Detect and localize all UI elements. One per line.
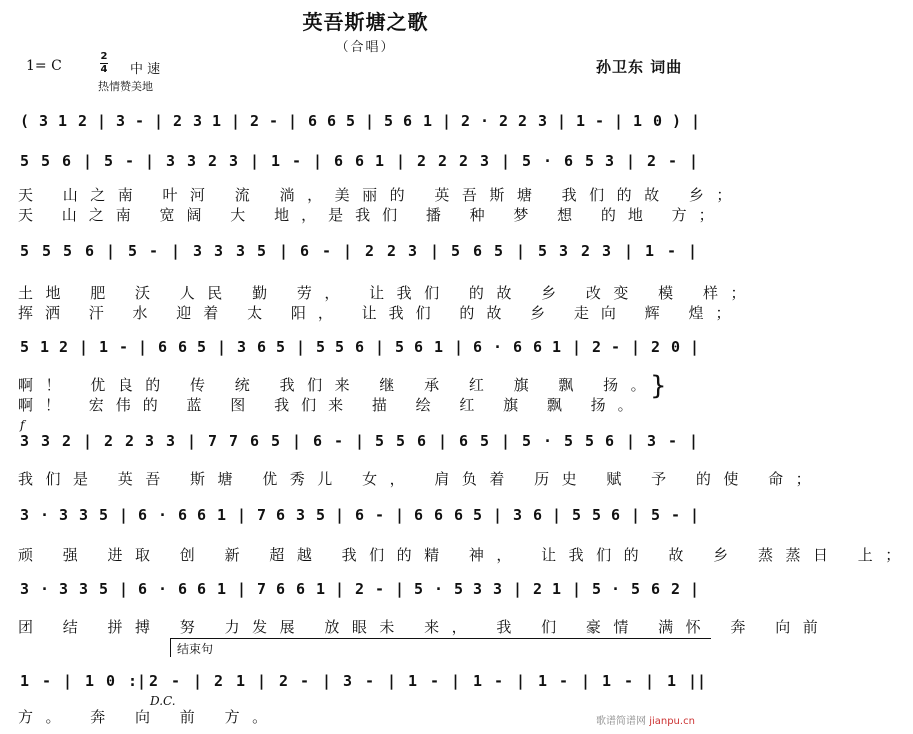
note-token: 6: [276, 580, 286, 598]
note-token: 6: [454, 506, 464, 524]
time-signature-bottom: 4: [100, 64, 108, 75]
bar-line: |: [645, 672, 655, 690]
bar-line: |: [375, 338, 385, 356]
bar-line: |: [581, 672, 591, 690]
bar-line: |: [691, 112, 701, 130]
note-token: 3: [39, 112, 49, 130]
bar-line: |: [237, 580, 247, 598]
note-token: -: [292, 152, 302, 170]
note-token: 1: [576, 112, 586, 130]
note-token: 1: [217, 506, 227, 524]
tempo-marking: 中 速: [130, 62, 161, 77]
note-token: 3: [193, 242, 203, 260]
note-token: 6: [473, 338, 483, 356]
bar-line: |: [296, 338, 306, 356]
time-signature-top: 2: [100, 51, 108, 62]
note-token: 5: [20, 338, 30, 356]
note-token: 3: [59, 580, 69, 598]
note-token: 3: [166, 152, 176, 170]
note-token: 6: [327, 112, 337, 130]
note-token: 3: [343, 672, 353, 690]
note-token: 7: [208, 432, 218, 450]
note-token: 6: [473, 242, 483, 260]
note-token: 1: [236, 672, 246, 690]
note-token: 5: [592, 580, 602, 598]
note-token: 3: [229, 152, 239, 170]
bar-line: |: [387, 672, 397, 690]
note-token: 1: [375, 152, 385, 170]
bar-line: |: [688, 242, 698, 260]
note-token: 5: [494, 242, 504, 260]
note-token: 6: [178, 506, 188, 524]
note-token: 6: [178, 580, 188, 598]
bar-line: |: [631, 338, 641, 356]
note-token: 6: [605, 432, 615, 450]
note-token: 2: [533, 580, 543, 598]
bar-line: |: [442, 112, 452, 130]
note-token: ·: [158, 506, 168, 524]
note-token: 1: [667, 672, 677, 690]
note-token: 3: [59, 506, 69, 524]
note-token: -: [494, 672, 504, 690]
note-token: 6: [355, 506, 365, 524]
note-token: 5: [128, 242, 138, 260]
bar-line: |: [145, 152, 155, 170]
bar-line: |: [237, 506, 247, 524]
bar-line: |: [557, 112, 567, 130]
note-token: 5: [99, 580, 109, 598]
note-token: -: [334, 432, 344, 450]
note-token: 5: [631, 580, 641, 598]
note-token: 3: [145, 432, 155, 450]
note-token: 3: [187, 152, 197, 170]
note-token: 6: [313, 432, 323, 450]
bar-line: |: [690, 580, 700, 598]
expression-marking: 热情赞美地: [98, 80, 153, 93]
note-token: 2: [125, 432, 135, 450]
note-token: 3: [559, 242, 569, 260]
bar-line: |: [454, 338, 464, 356]
bar-line: |: [501, 432, 511, 450]
note-token: 6: [403, 112, 413, 130]
note-token: 2: [461, 112, 471, 130]
note-token: 1: [552, 338, 562, 356]
note-token: 5: [396, 432, 406, 450]
note-token: -: [668, 152, 678, 170]
note-token: 6: [355, 338, 365, 356]
note-token: 5: [522, 432, 532, 450]
note-token: 6: [276, 506, 286, 524]
bar-line: |: [187, 432, 197, 450]
note-token: 0: [106, 672, 116, 690]
bar-line: |: [395, 506, 405, 524]
note-token: 1: [212, 112, 222, 130]
note-token: 1: [633, 112, 643, 130]
note-token: 6: [300, 242, 310, 260]
note-token: 5: [335, 338, 345, 356]
note-token: 2: [279, 672, 289, 690]
note-token: -: [671, 506, 681, 524]
bar-line: |: [292, 432, 302, 450]
note-token: 1: [602, 672, 612, 690]
note-token: 3: [20, 506, 30, 524]
note-token: 2: [592, 338, 602, 356]
note-token: 3: [602, 242, 612, 260]
note-token: 2: [208, 152, 218, 170]
note-token: 2: [417, 152, 427, 170]
note-token: 0: [671, 338, 681, 356]
note-token: 2: [173, 112, 183, 130]
note-token: -: [430, 672, 440, 690]
note-token: 1: [58, 112, 68, 130]
lyrics-row-2a: 土地 肥 沃 人民 勤 劳， 让我们 的故 乡 改变 模 样；: [18, 284, 758, 302]
note-token: 2: [62, 432, 72, 450]
lyrics-row-5: 顽 强 进取 创 新 超越 我们的精 神， 让我们的 故 乡 蒸蒸日 上；: [18, 546, 913, 564]
bar-line: |: [119, 506, 129, 524]
note-token: 6: [296, 580, 306, 598]
note-token: 5: [454, 580, 464, 598]
note-token: 5: [41, 152, 51, 170]
note-token: 6: [85, 242, 95, 260]
watermark-cn: 歌谱简谱网: [596, 716, 646, 727]
note-token: 6: [513, 338, 523, 356]
note-token: 3: [20, 580, 30, 598]
note-token: 2: [671, 580, 681, 598]
note-token: 5: [522, 152, 532, 170]
bar-line: |: [552, 506, 562, 524]
note-token: 5: [276, 338, 286, 356]
bar-line: |: [430, 242, 440, 260]
note-token: 6: [355, 152, 365, 170]
bar-line: |: [279, 242, 289, 260]
bar-line: |: [119, 580, 129, 598]
note-token: 2: [459, 152, 469, 170]
note-token: 5: [473, 506, 483, 524]
note-token: 5: [538, 242, 548, 260]
note-token: 2: [214, 672, 224, 690]
bar-line: |: [690, 506, 700, 524]
note-token: 5: [20, 152, 30, 170]
note-token: 3: [166, 432, 176, 450]
note-token: 3: [538, 112, 548, 130]
note-token: 6: [533, 506, 543, 524]
note-token: 6: [651, 580, 661, 598]
bar-line: |: [493, 506, 503, 524]
note-token: ·: [611, 580, 621, 598]
note-token: ·: [40, 580, 50, 598]
note-token: 5: [104, 152, 114, 170]
lyrics-row-1b: 天 山之南 宽阔 大 地，是我们 播 种 梦 想 的地 方；: [18, 206, 726, 224]
note-token: -: [322, 242, 332, 260]
dynamic-forte: f: [20, 418, 25, 432]
note-token: -: [269, 112, 279, 130]
note-token: 5: [414, 580, 424, 598]
note-token: 6: [611, 506, 621, 524]
bar-line: |: [438, 432, 448, 450]
note-token: 2: [365, 242, 375, 260]
note-token: 6: [459, 432, 469, 450]
note-token: 3: [214, 242, 224, 260]
bar-line: |: [501, 152, 511, 170]
note-token: 5: [375, 432, 385, 450]
note-token: 1: [40, 338, 50, 356]
note-token: 5: [346, 112, 356, 130]
lyrics-row-6: 团 结 拼搏 努 力发展 放眼未 来， 我 们 豪情 满怀 奔 向前: [18, 618, 831, 636]
note-token: 1: [20, 672, 30, 690]
note-token: 6: [62, 152, 72, 170]
note-token: 2: [250, 112, 260, 130]
note-token: 6: [414, 506, 424, 524]
ending-bracket: [170, 638, 711, 657]
note-token: 1: [316, 580, 326, 598]
lyrics-row-4: 我们是 英吾 斯塘 优秀儿 女， 肩负着 历史 赋 予 的使 命；: [18, 470, 824, 488]
note-token: 3: [116, 112, 126, 130]
note-token: 3: [41, 432, 51, 450]
lyrics-row-3a: 啊！ 优良的 传 统 我们来 继 承 红 旗 飘 扬。: [18, 376, 659, 394]
note-token: 5: [651, 506, 661, 524]
note-token: 5: [316, 506, 326, 524]
bar-line: |: [516, 242, 526, 260]
bar-line: |: [83, 152, 93, 170]
bar-line: |: [355, 432, 365, 450]
note-token: 3: [79, 580, 89, 598]
note-token: 1: [473, 672, 483, 690]
note-token: -: [375, 580, 385, 598]
note-token: 2: [499, 112, 509, 130]
note-token: 3: [493, 580, 503, 598]
note-token: 6: [197, 506, 207, 524]
bar-line: |: [451, 672, 461, 690]
note-token: 2: [104, 432, 114, 450]
note-token: 0: [653, 112, 663, 130]
bar-line: |: [614, 112, 624, 130]
note-token: 5: [564, 432, 574, 450]
lyrics-row-2b: 挥洒 汗 水 迎着 太 阳， 让我们 的故 乡 走向 辉 煌；: [18, 304, 743, 322]
bar-line: |: [626, 432, 636, 450]
bar-line: |: [231, 112, 241, 130]
note-token: (: [20, 112, 30, 130]
bar-line: |: [97, 112, 107, 130]
key-signature: 1= C: [26, 58, 62, 74]
bar-line: |: [624, 242, 634, 260]
note-token: 6: [138, 580, 148, 598]
lyrics-row-1a: 天 山之南 叶河 流 淌，美丽的 英吾斯塘 我们的故 乡；: [18, 186, 744, 204]
song-title: 英吾斯塘之歌: [302, 10, 429, 34]
bar-line: |: [626, 152, 636, 170]
note-token: 6: [434, 506, 444, 524]
note-token: 2: [387, 242, 397, 260]
note-token: 5: [592, 506, 602, 524]
note-token: -: [119, 338, 129, 356]
note-token: ·: [493, 338, 503, 356]
bar-line: |: [516, 672, 526, 690]
note-token: 6: [257, 338, 267, 356]
note-token: 1: [408, 672, 418, 690]
chorus-brace: }: [650, 371, 667, 401]
bar-line: |: [171, 242, 181, 260]
note-token: 5: [585, 432, 595, 450]
note-token: 3: [79, 506, 89, 524]
bar-line: |: [513, 580, 523, 598]
bar-line: |: [79, 338, 89, 356]
note-token: 2: [355, 580, 365, 598]
note-token: 1: [434, 338, 444, 356]
watermark: [596, 712, 695, 727]
note-token: -: [667, 242, 677, 260]
bar-line: |: [689, 432, 699, 450]
note-token: ): [672, 112, 682, 130]
note-token: ·: [434, 580, 444, 598]
note-token: 1: [423, 112, 433, 130]
note-token: 2: [149, 672, 159, 690]
note-token: -: [595, 112, 605, 130]
da-capo-mark: D.C.: [150, 694, 176, 708]
bar-line: |: [193, 672, 203, 690]
bar-line: |: [631, 506, 641, 524]
bar-line: :|: [128, 672, 147, 690]
note-token: -: [135, 112, 145, 130]
note-token: 1: [99, 338, 109, 356]
note-token: 5: [395, 338, 405, 356]
note-token: ·: [158, 580, 168, 598]
note-token: 1: [217, 580, 227, 598]
note-token: 1: [538, 672, 548, 690]
bar-line: |: [83, 432, 93, 450]
note-token: 6: [417, 432, 427, 450]
note-token: 5: [480, 432, 490, 450]
note-token: ·: [480, 112, 490, 130]
time-signature: [100, 52, 108, 75]
note-token: 6: [414, 338, 424, 356]
note-token: 5: [572, 506, 582, 524]
note-token: 3: [473, 580, 483, 598]
bar-line: |: [154, 112, 164, 130]
note-token: 3: [605, 152, 615, 170]
bar-line: |: [217, 338, 227, 356]
note-token: 7: [229, 432, 239, 450]
ending-label: 结束句: [177, 642, 214, 656]
bar-line: |: [335, 506, 345, 524]
note-token: ·: [543, 152, 553, 170]
bar-line: |: [396, 152, 406, 170]
note-token: 2: [78, 112, 88, 130]
note-token: -: [125, 152, 135, 170]
note-token: 6: [308, 112, 318, 130]
note-token: -: [559, 672, 569, 690]
note-token: -: [375, 506, 385, 524]
note-token: 3: [237, 338, 247, 356]
note-token: ·: [40, 506, 50, 524]
bar-line: |: [395, 580, 405, 598]
note-token: 1: [271, 152, 281, 170]
note-token: -: [42, 672, 52, 690]
note-token: 3: [193, 112, 203, 130]
song-subtitle: （合唱）: [335, 40, 396, 55]
bar-line: |: [288, 112, 298, 130]
note-token: 2: [651, 338, 661, 356]
note-token: -: [149, 242, 159, 260]
note-token: 3: [296, 506, 306, 524]
note-token: 6: [178, 338, 188, 356]
note-token: 2: [438, 152, 448, 170]
note-token: 1: [645, 242, 655, 260]
note-token: ·: [543, 432, 553, 450]
lyrics-row-7: 方。 奔 向 前 方。: [18, 708, 280, 726]
note-token: 5: [42, 242, 52, 260]
bar-line: |: [689, 152, 699, 170]
note-token: 7: [257, 506, 267, 524]
bar-line: |: [138, 338, 148, 356]
bar-line: |: [322, 672, 332, 690]
note-token: 3: [480, 152, 490, 170]
bar-line: |: [572, 338, 582, 356]
note-token: 5: [585, 152, 595, 170]
note-token: 5: [63, 242, 73, 260]
author-credit: 孙卫东 词曲: [596, 58, 683, 76]
note-token: 3: [236, 242, 246, 260]
note-token: 5: [384, 112, 394, 130]
note-token: 3: [408, 242, 418, 260]
bar-line: |: [335, 580, 345, 598]
note-token: 6: [158, 338, 168, 356]
watermark-url: jianpu.cn: [649, 716, 695, 727]
note-token: -: [365, 672, 375, 690]
note-token: 5: [451, 242, 461, 260]
bar-line: |: [257, 672, 267, 690]
note-token: 6: [138, 506, 148, 524]
note-token: 5: [271, 432, 281, 450]
note-token: 3: [513, 506, 523, 524]
bar-line: ||: [688, 672, 707, 690]
note-token: -: [611, 338, 621, 356]
bar-line: |: [313, 152, 323, 170]
note-token: 6: [564, 152, 574, 170]
note-token: 3: [647, 432, 657, 450]
note-token: -: [300, 672, 310, 690]
note-token: 5: [99, 506, 109, 524]
note-token: 2: [59, 338, 69, 356]
lyrics-row-3b: 啊！ 宏伟的 蓝 图 我们来 描 绘 红 旗 飘 扬。: [18, 396, 645, 414]
note-token: 1: [552, 580, 562, 598]
note-token: 3: [20, 432, 30, 450]
note-token: 6: [533, 338, 543, 356]
note-token: 1: [85, 672, 95, 690]
bar-line: |: [690, 338, 700, 356]
bar-line: |: [365, 112, 375, 130]
note-token: 5: [257, 242, 267, 260]
note-token: 5: [316, 338, 326, 356]
note-token: -: [624, 672, 634, 690]
note-token: 5: [20, 242, 30, 260]
note-token: 6: [197, 580, 207, 598]
note-token: 7: [257, 580, 267, 598]
bar-line: |: [63, 672, 73, 690]
note-token: 2: [581, 242, 591, 260]
note-token: -: [171, 672, 181, 690]
bar-line: |: [343, 242, 353, 260]
note-token: -: [668, 432, 678, 450]
note-token: 6: [334, 152, 344, 170]
note-token: 2: [647, 152, 657, 170]
bar-line: |: [572, 580, 582, 598]
bar-line: |: [250, 152, 260, 170]
note-token: 6: [250, 432, 260, 450]
note-token: 5: [197, 338, 207, 356]
note-token: 2: [518, 112, 528, 130]
bar-line: |: [106, 242, 116, 260]
